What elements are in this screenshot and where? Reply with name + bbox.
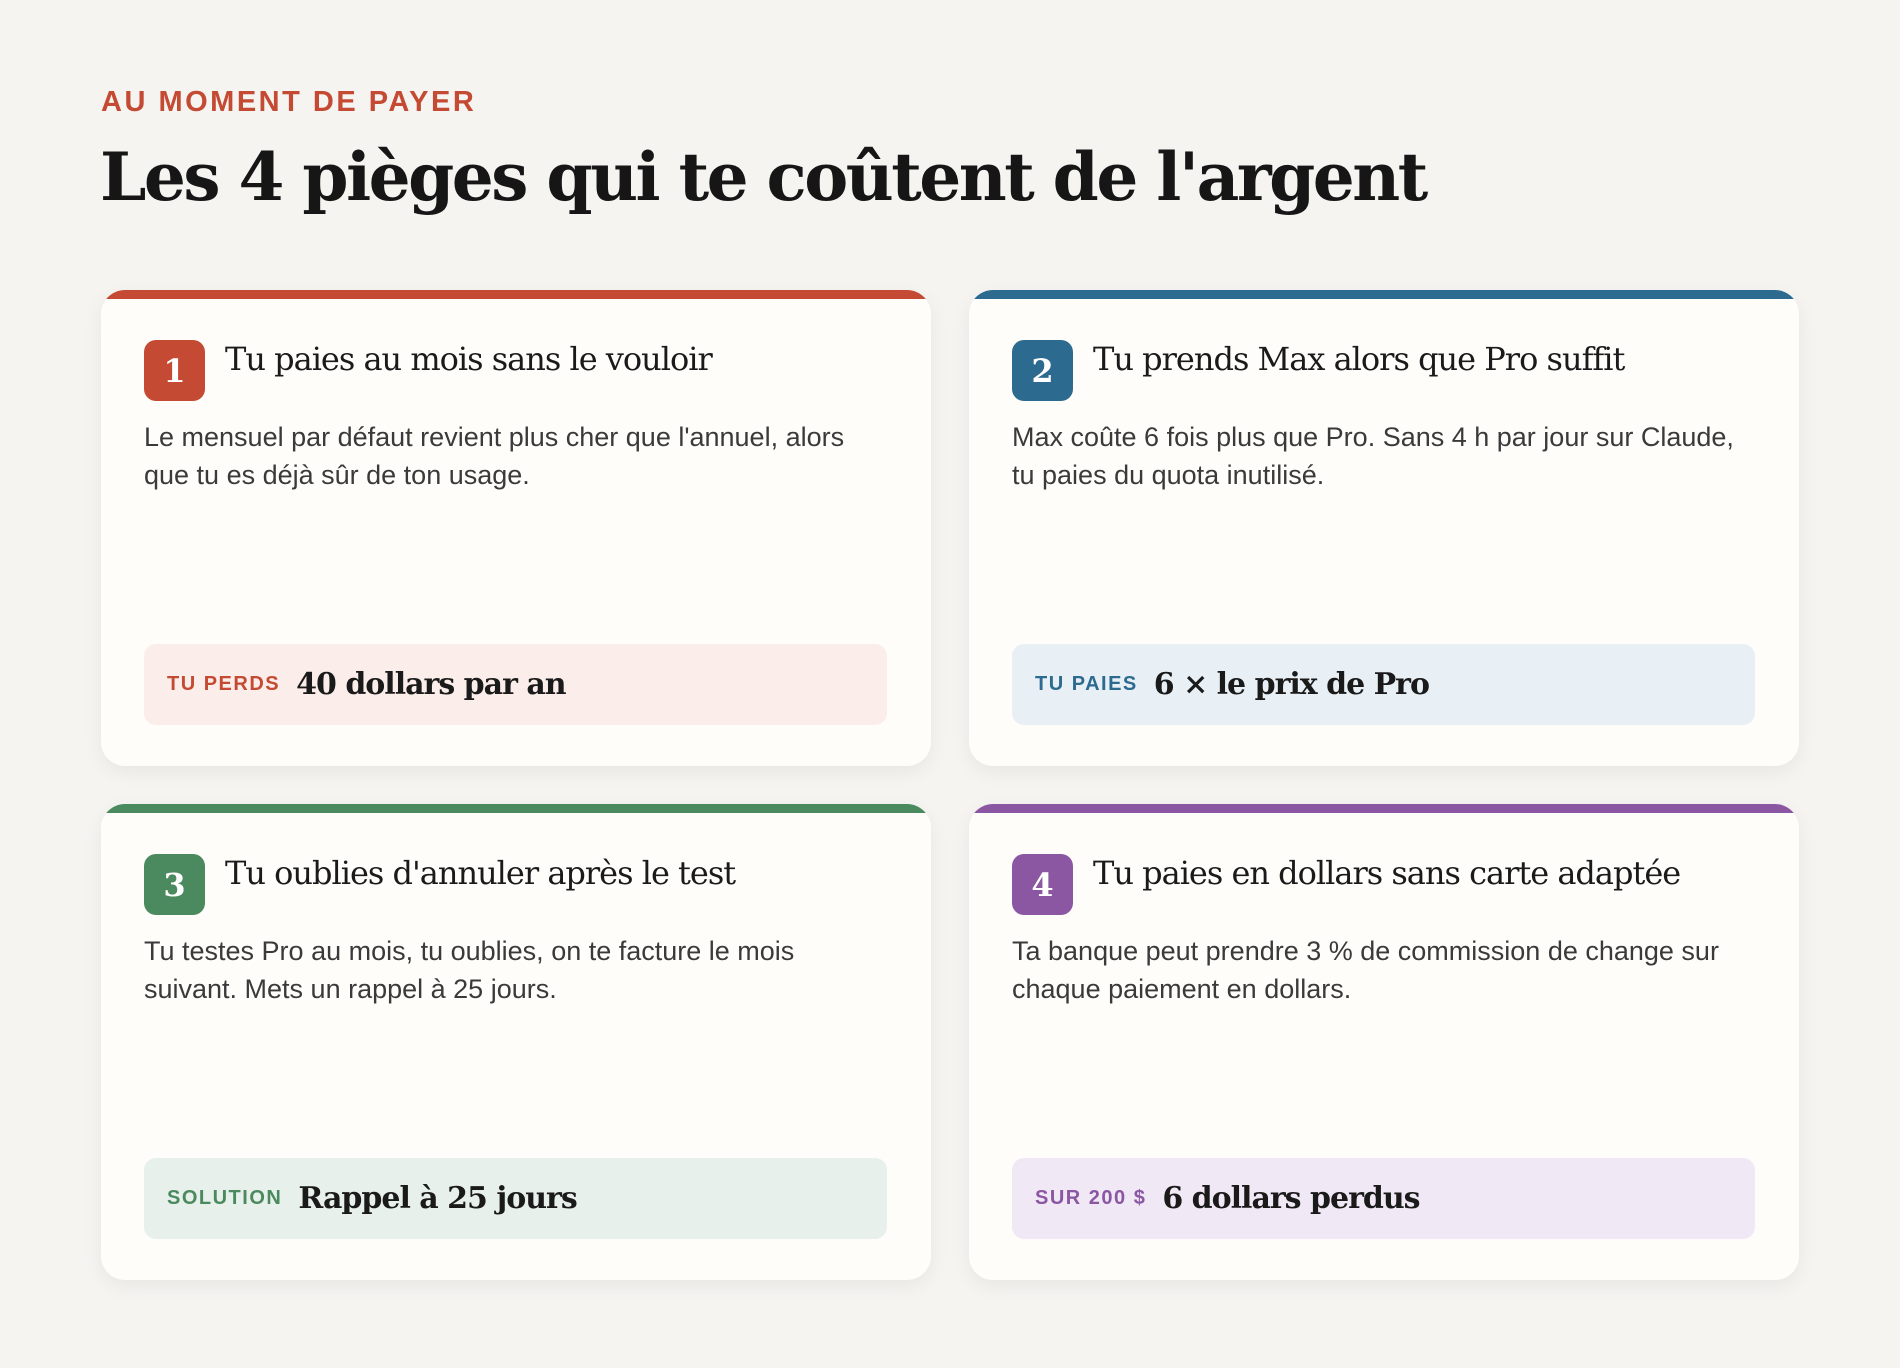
card-number-badge: 4 — [1012, 854, 1073, 915]
card-description: Ta banque peut prendre 3 % de commission de change sur chaque paiement en dollars. — [1012, 936, 1719, 1004]
card-title: Tu paies en dollars sans carte adaptée — [1093, 854, 1681, 892]
trap-card-3 — [101, 804, 931, 1280]
card-title: Tu paies au mois sans le vouloir — [225, 340, 712, 378]
card-title: Tu prends Max alors que Pro suffit — [1093, 340, 1625, 378]
card-result-box — [1012, 644, 1755, 725]
result-value: 40 dollars par an — [296, 667, 566, 702]
result-value: Rappel à 25 jours — [298, 1181, 577, 1216]
card-accent-bar — [101, 804, 931, 813]
card-result-box — [144, 644, 887, 725]
card-accent-bar — [101, 290, 931, 299]
card-number-badge: 1 — [144, 340, 205, 401]
card-description: Tu testes Pro au mois, tu oublies, on te facture le mois suivant. Mets un rappel à 25 jours. — [144, 936, 795, 1004]
result-label: TU PERDS — [167, 673, 281, 695]
card-title: Tu oublies d'annuler après le test — [225, 854, 736, 892]
card-number-badge: 3 — [144, 854, 205, 915]
trap-card-2 — [969, 290, 1799, 766]
result-value: 6 dollars perdus — [1162, 1181, 1420, 1216]
card-result-box — [144, 1158, 887, 1239]
card-number-badge: 2 — [1012, 340, 1073, 401]
result-label: SUR 200 $ — [1035, 1187, 1147, 1209]
card-result-box — [1012, 1158, 1755, 1239]
result-value: 6 × le prix de Pro — [1153, 667, 1429, 702]
eyebrow-label: AU MOMENT DE PAYER — [101, 86, 477, 118]
result-label: SOLUTION — [167, 1187, 283, 1209]
result-label: TU PAIES — [1035, 673, 1138, 695]
card-accent-bar — [969, 804, 1799, 813]
card-description: Max coûte 6 fois plus que Pro. Sans 4 h par jour sur Claude, tu paies du quota inutilisé. — [1012, 422, 1734, 490]
page-title: Les 4 pièges qui te coûtent de l'argent — [100, 138, 1426, 216]
trap-card-4 — [969, 804, 1799, 1280]
trap-card-1 — [101, 290, 931, 766]
card-description: Le mensuel par défaut revient plus cher que l'annuel, alors que tu es déjà sûr de ton usage. — [144, 422, 845, 490]
card-accent-bar — [969, 290, 1799, 299]
cards-grid — [101, 290, 1799, 1278]
